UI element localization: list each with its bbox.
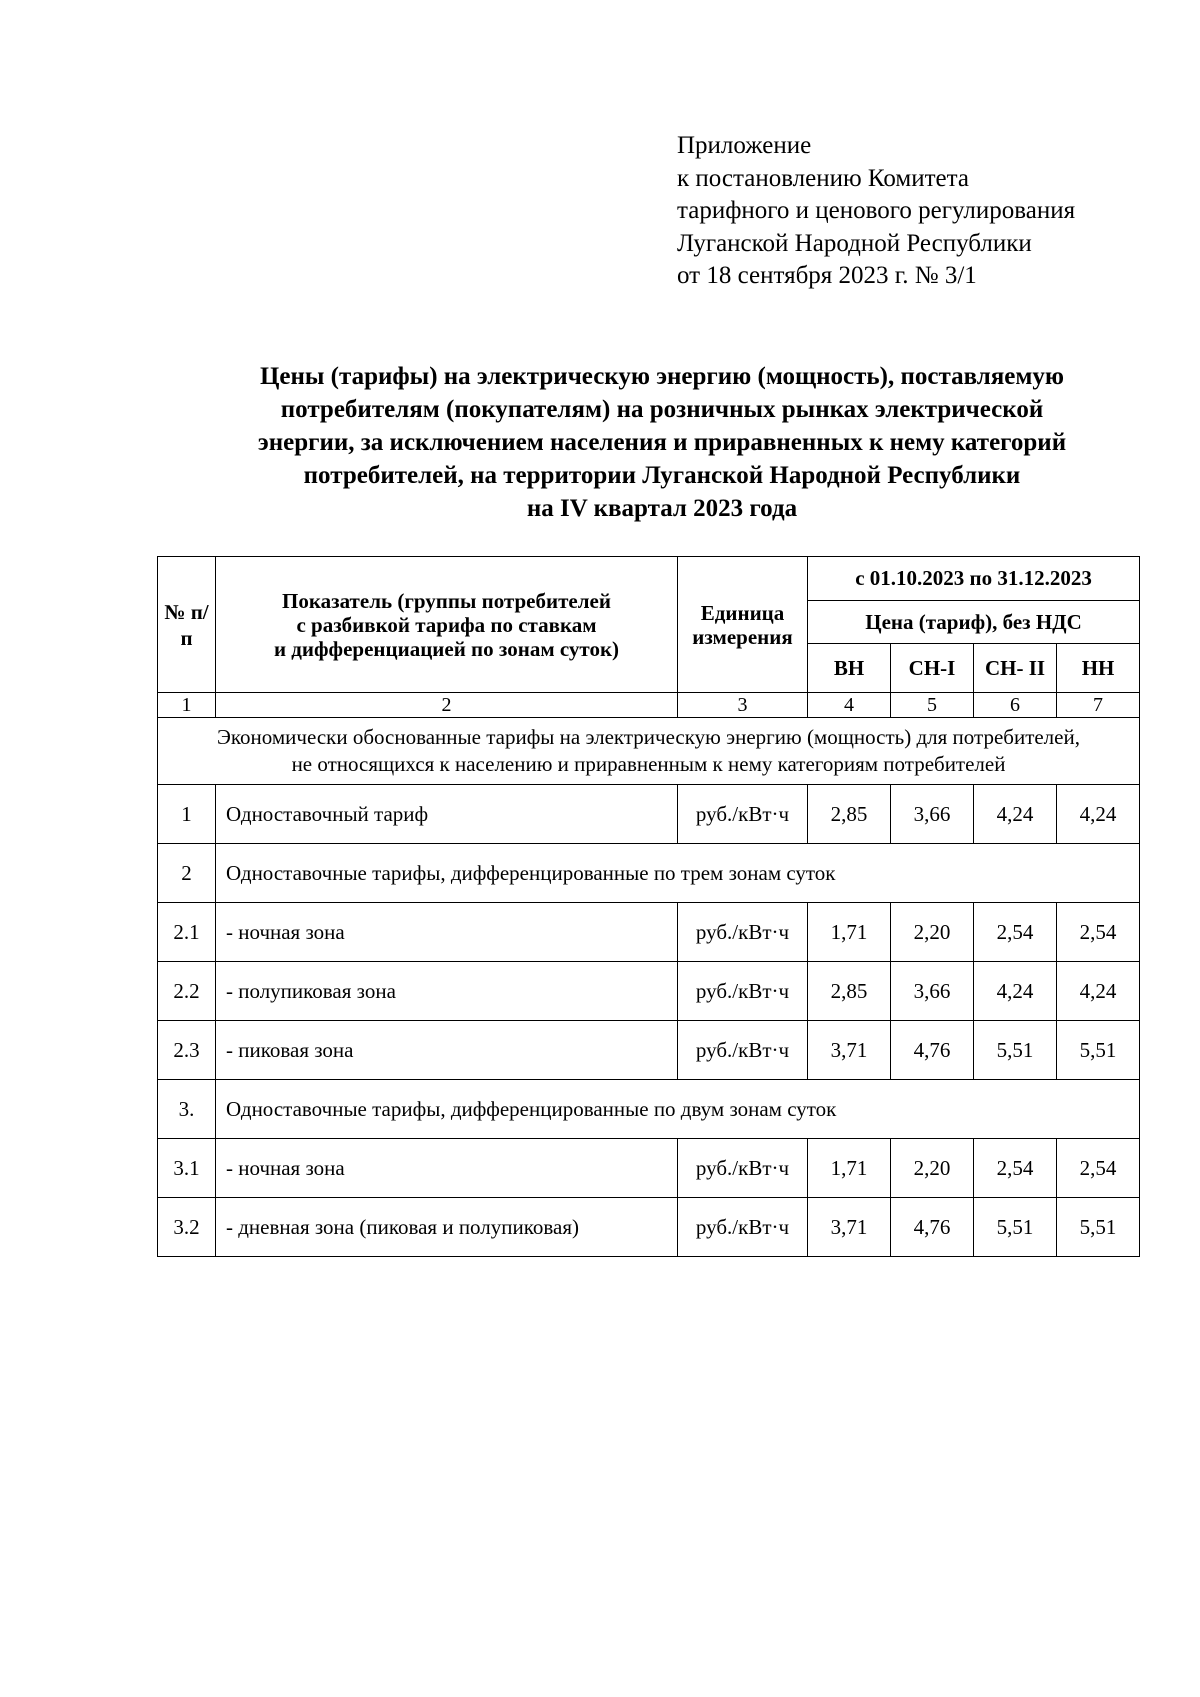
header-voltage-nn: НН [1057,644,1140,693]
row-value: 1,71 [808,903,891,962]
row-value: 2,54 [1057,1139,1140,1198]
row-value: 3,66 [891,785,974,844]
row-number: 3. [158,1080,216,1139]
row-value: 1,71 [808,1139,891,1198]
row-value: 5,51 [1057,1198,1140,1257]
column-number: 7 [1057,693,1140,718]
row-number: 3.1 [158,1139,216,1198]
row-value: 4,76 [891,1198,974,1257]
row-unit: руб./кВт·ч [678,1139,808,1198]
row-number: 2.1 [158,903,216,962]
appendix-line: Приложение [677,132,812,159]
row-indicator: - ночная зона [216,1139,678,1198]
document-title [150,360,1174,525]
header-unit-line: измерения [692,624,793,649]
header-unit-line: Единица [700,600,785,625]
group-title: Одноставочные тарифы, дифференцированные по двум зонам суток [216,1080,1140,1139]
row-value: 2,20 [891,1139,974,1198]
row-number: 2.3 [158,1021,216,1080]
group-title: Одноставочные тарифы, дифференцированные по трем зонам суток [216,844,1140,903]
row-value: 5,51 [974,1198,1057,1257]
group-row [158,1080,1140,1139]
row-value: 3,71 [808,1021,891,1080]
appendix-line: Луганской Народной Республики [677,229,1032,257]
header-indicator-line: Показатель (группы потребителей [282,588,611,613]
table-row [158,1139,1140,1198]
header-indicator-line: и дифференциацией по зонам суток) [273,636,620,661]
column-number-row [158,693,1140,718]
header-num: № п/п [158,557,216,693]
row-value: 3,71 [808,1198,891,1257]
row-number: 2 [158,844,216,903]
appendix-line: от 18 сентября 2023 г. № 3/1 [677,262,977,289]
column-number: 1 [158,693,216,718]
row-unit: руб./кВт·ч [678,785,808,844]
group-row [158,844,1140,903]
column-number: 6 [974,693,1057,718]
header-voltage-sn1: СН-I [891,644,974,693]
section-title-line: не относящихся к населению и приравненным к нему категориям потребителей [291,752,1006,776]
row-value: 4,24 [974,785,1057,844]
title-line: Цены (тарифы) на электрическую энергию (мощность), поставляемую [259,363,1065,390]
row-number: 1 [158,785,216,844]
row-indicator: - полупиковая зона [216,962,678,1021]
tariff-table [157,556,1140,1257]
title-line: энергии, за исключением населения и приравненных к нему категорий [257,429,1067,456]
title-line: потребителям (покупателям) на розничных рынках электрической [280,396,1044,423]
row-value: 2,54 [974,903,1057,962]
appendix-block [677,130,1075,293]
header-price: Цена (тариф), без НДС [808,601,1140,644]
row-value: 4,24 [974,962,1057,1021]
table-row [158,962,1140,1021]
row-value: 3,66 [891,962,974,1021]
table-row [158,1021,1140,1080]
column-number: 5 [891,693,974,718]
appendix-line: тарифного и ценового регулирования [677,197,1076,224]
section-row [158,718,1140,785]
row-value: 2,20 [891,903,974,962]
row-value: 4,24 [1057,962,1140,1021]
table-row [158,1198,1140,1257]
column-number: 4 [808,693,891,718]
row-unit: руб./кВт·ч [678,903,808,962]
header-voltage-vn: ВН [808,644,891,693]
row-indicator: Одноставочный тариф [216,785,678,844]
row-indicator: - ночная зона [216,903,678,962]
row-number: 2.2 [158,962,216,1021]
row-unit: руб./кВт·ч [678,962,808,1021]
section-title [158,718,1140,785]
row-value: 5,51 [1057,1021,1140,1080]
header-unit [678,557,808,693]
row-value: 4,24 [1057,785,1140,844]
row-value: 4,76 [891,1021,974,1080]
row-value: 2,85 [808,785,891,844]
header-indicator-line: с разбивкой тарифа по ставкам [296,612,597,637]
header-period: с 01.10.2023 по 31.12.2023 [808,557,1140,601]
row-unit: руб./кВт·ч [678,1021,808,1080]
column-number: 3 [678,693,808,718]
section-title-line: Экономически обоснованные тарифы на электрическую энергию (мощность) для потребителей, [217,725,1080,749]
row-number: 3.2 [158,1198,216,1257]
row-value: 2,85 [808,962,891,1021]
column-number: 2 [216,693,678,718]
table-row [158,785,1140,844]
header-voltage-sn2: СН- II [974,644,1057,693]
row-value: 2,54 [974,1139,1057,1198]
title-line: на IV квартал 2023 года [526,495,798,522]
row-value: 5,51 [974,1021,1057,1080]
row-unit: руб./кВт·ч [678,1198,808,1257]
row-indicator: - дневная зона (пиковая и полупиковая) [216,1198,678,1257]
appendix-line: к постановлению Комитета [677,164,969,192]
header-indicator [216,557,678,693]
row-indicator: - пиковая зона [216,1021,678,1080]
row-value: 2,54 [1057,903,1140,962]
title-line: потребителей, на территории Луганской Народной Республики [303,462,1021,489]
table-row [158,903,1140,962]
